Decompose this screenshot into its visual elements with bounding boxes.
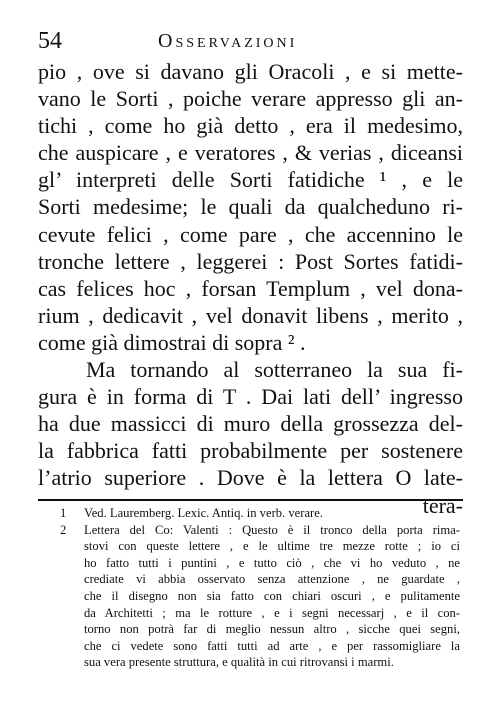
text-line: Sorti medesime; le quali da qualcheduno ri- — [38, 194, 463, 220]
text-line: gl’ interpreti delle Sorti fatidiche ¹ , e le — [38, 167, 463, 193]
footnote — [60, 505, 460, 522]
text-line: cas felices hoc , forsan Templum , vel dona- — [38, 275, 463, 301]
footnotes — [60, 505, 460, 671]
text-line: la fabbrica fatti probabilmente per sostenere — [38, 438, 463, 464]
footnote-line: stovi con queste lettere , e le ultime tre mezze rotte ; io ci — [84, 539, 460, 554]
footnote-line: sua vera presente struttura, e qualità in cui ritrovansi i marmi. — [84, 655, 394, 670]
text-line: tronche lettere , leggerei : Post Sortes fatidi- — [38, 248, 463, 274]
page-number: 54 — [38, 28, 62, 54]
text-line: tichi , come ho già detto , era il medesimo, — [38, 113, 463, 139]
text-line: rium , dedicavit , vel donavit libens , merito , — [38, 302, 463, 328]
footnote-line: da Architetti ; ma le rotture , e i segni necessarj , e il con- — [84, 605, 460, 620]
running-title: Osservazioni — [158, 30, 298, 52]
footnote-line: torno non potrà far di meglio nessun altro , sicche quei segni, — [84, 622, 460, 637]
footnote-divider — [38, 499, 463, 501]
footnote-line: ho fatto tutti i puntini , e tutto ciò , che vi ho veduto , ne — [84, 555, 460, 570]
text-line: pio , ove si davano gli Oracoli , e si mette- — [38, 59, 463, 84]
footnote-line: crediate vi abbia osservato senza attenzione , ne guardate , — [84, 572, 460, 587]
footnote-number: 2 — [60, 522, 67, 537]
footnote-line: che il disegno non sia fatto con chiari oscuri , e pulitamente — [84, 588, 460, 603]
main-text — [38, 58, 463, 519]
footnote — [60, 522, 460, 671]
footnote-number: 1 — [60, 506, 67, 520]
text-line: vano le Sorti , poiche verare appresso gli an- — [38, 86, 463, 112]
text-line: che auspicare , e veratores , & verias , diceansi — [38, 140, 463, 166]
page-header — [38, 28, 468, 56]
footnote-line: che ci vedete sono fatti tutti ad arte , e per rassomigliare la — [84, 638, 460, 653]
footnote-line: Lettera del Co: Valenti : Questo è il tronco della porta rima- — [84, 522, 460, 537]
footnote-line: Ved. Lauremberg. Lexic. Antiq. in verb. verare. — [84, 506, 323, 520]
text-line: come già dimostrai di sopra ² . — [38, 329, 306, 355]
text-line: l’atrio superiore . Dove è la lettera O late- — [38, 465, 463, 491]
text-line: cevute felici , come pare , che accennino le — [38, 221, 463, 247]
paragraph-first-line: Ma tornando al sotterraneo la sua fi- — [86, 357, 463, 383]
text-line: gura è in forma di T . Dai lati dell’ ingresso — [38, 384, 463, 410]
catchword: tera- — [422, 492, 463, 518]
text-line: ha due massicci di muro della grossezza del- — [38, 411, 463, 437]
